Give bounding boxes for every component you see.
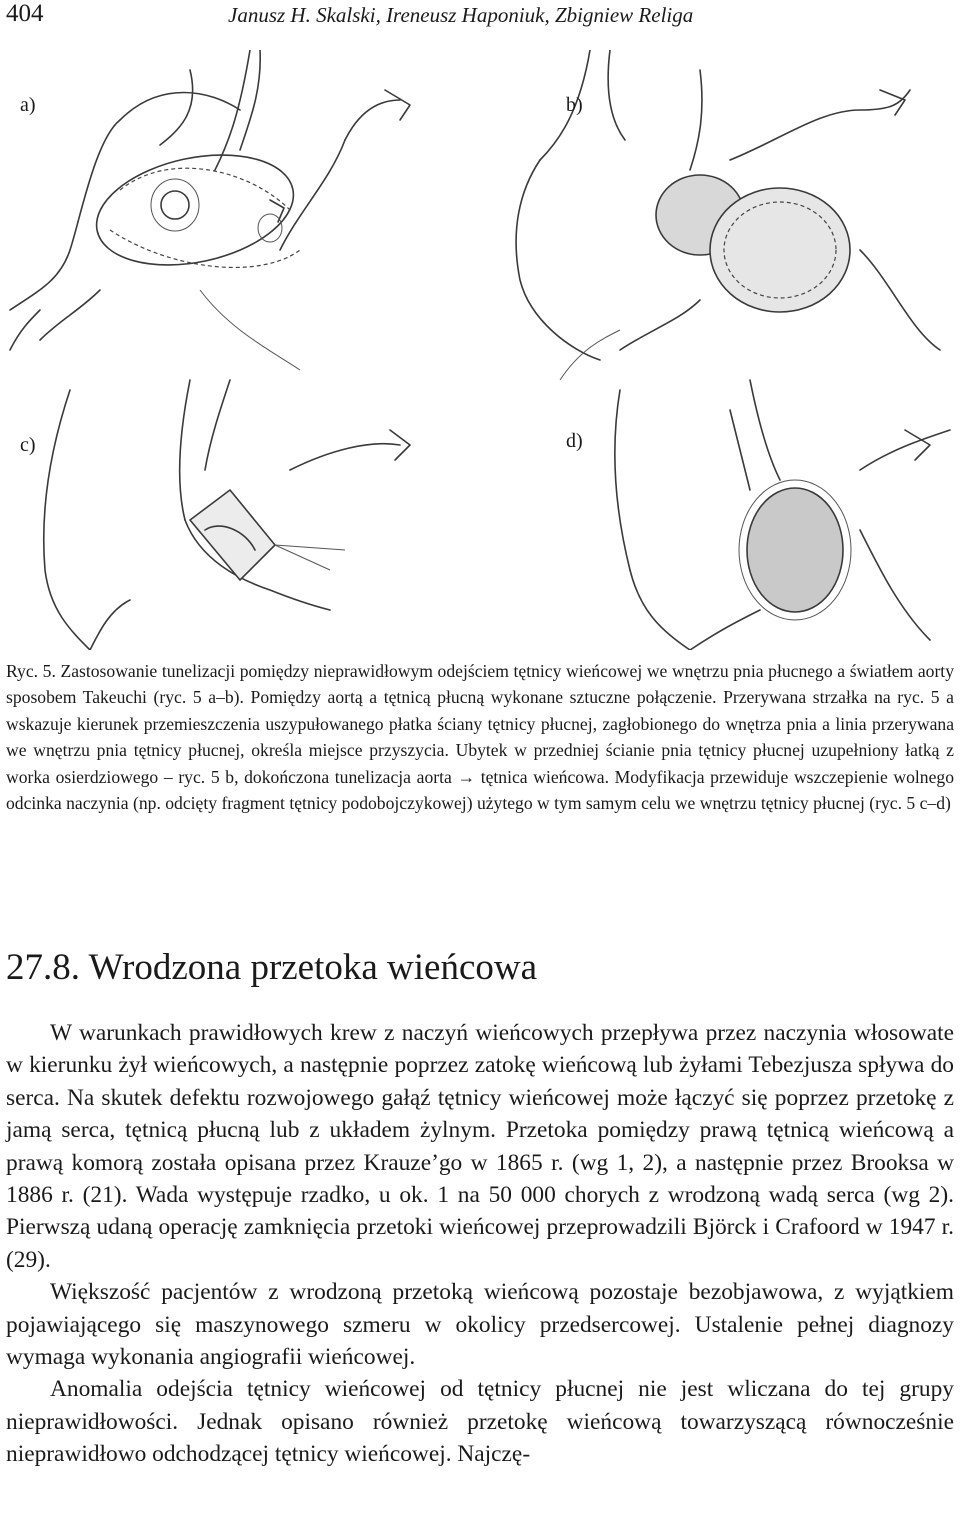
panel-label-b: b) <box>566 94 583 116</box>
illustration-panel-c <box>44 380 410 650</box>
paragraph: W warunkach prawidłowych krew z naczyń wieńcowych przepływa przez naczynia włosowate w kierunku żył wieńcowych, a następnie poprzez zatokę wieńcową lub żyłami Tebezjusza spływa do serca. Na skutek defektu rozwojowego gałąź tętnicy wieńcowej może łączyć się poprzez przetokę z jamą serca, tętnicą płucną lub z układem żylnym. Przetoka pomiędzy prawą tętnicą wieńcową a prawą komorą została opisana przez Krauze’go w 1865 r. (wg 1, 2), a następnie przez Brooksa w 1886 r. (21). Wada występuje rzadko, u ok. 1 na 50 000 chorych z wrodzoną wadą serca (wg 2). Pierwszą udaną operację zamknięcia przetoki wieńcowej przeprowadzili Björck i Crafoord w 1947 r. (29). <box>6 1020 954 1273</box>
surgical-illustrations <box>0 50 960 650</box>
section-heading: 27.8. Wrodzona przetoka wieńcowa <box>6 947 538 988</box>
page-number: 404 <box>6 0 44 27</box>
panel-label-c: c) <box>20 434 36 456</box>
page-header <box>6 0 956 34</box>
illustration-panel-d <box>615 380 950 650</box>
panel-label-d: d) <box>566 430 583 452</box>
figure-caption: Ryc. 5. Zastosowanie tunelizacji pomiędzy nieprawidłowym odejściem tętnicy wieńcowej we wnętrzu pnia płucnego a światłem aorty sposobem Takeuchi (ryc. 5 a–b). Pomiędzy aortą a tętnicą płucną wykonane sztuczne połączenie. Przerywana strzałka na ryc. 5 a wskazuje kierunek przemieszczenia uszypułowanego płatka ściany tętnicy płucnej, zagłobionego do wnętrza pnia a linia przerywana we wnętrzu pnia tętnicy płucnej, określa miejsce przyszycia. Ubytek w przedniej ścianie pnia tętnicy płucnej uzupełniony łatką z worka osierdziowego – ryc. 5 b, dokończona tunelizacja aorta → tętnica wieńcowa. Modyfikacja przewiduje wszczepienie wolnego odcinka naczynia (np. odcięty fragment tętnicy podobojczykowej) użytego w tym samym celu we wnętrzu tętnicy płucnej (ryc. 5 c–d) <box>6 661 954 814</box>
paragraph: Większość pacjentów z wrodzoną przetoką wieńcową pozostaje bezobjawowa, z wyjątkiem pojawiającego się maszynowego szmeru w okolicy przedsercowej. Ustalenie pełnej diagnozy wymaga wykonania angiografii wieńcowej. <box>6 1279 954 1371</box>
panel-label-a: a) <box>20 94 36 116</box>
figure-5 <box>0 50 960 650</box>
body-text <box>6 1017 954 1471</box>
illustration-panel-a <box>10 50 410 370</box>
paragraph: Anomalia odejścia tętnicy wieńcowej od tętnicy płucnej nie jest wliczana do tej grupy nieprawidłowości. Jednak opisano również przetokę wieńcową towarzyszącą równocześnie nieprawidłowo odchodzącej tętnicy wieńcowej. Najczę- <box>6 1376 954 1468</box>
running-head: Janusz H. Skalski, Ireneusz Haponiuk, Zbigniew Religa <box>228 3 694 27</box>
